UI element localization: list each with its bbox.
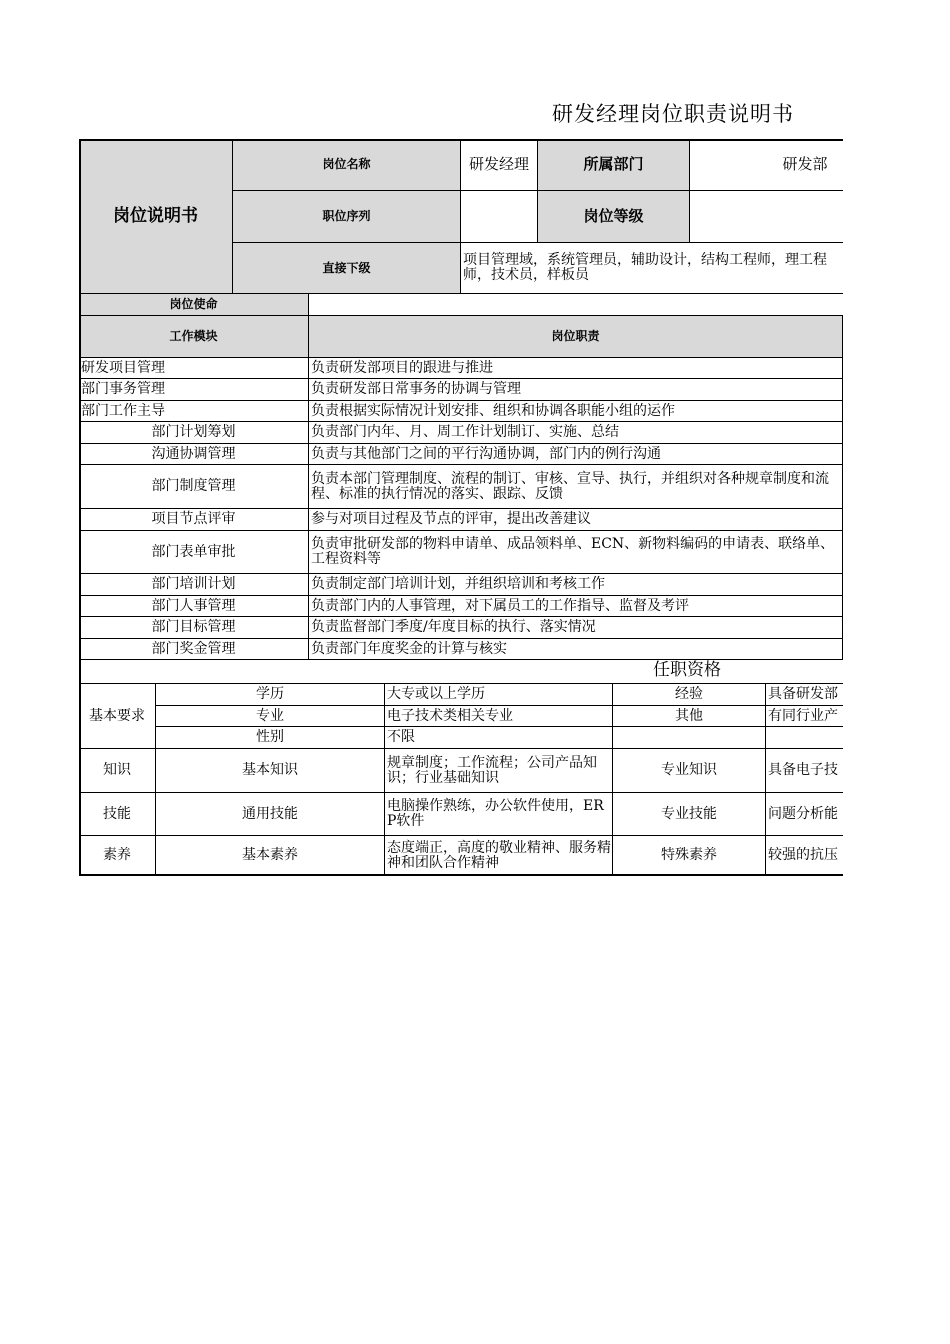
- skill-label: 技能: [79, 793, 156, 836]
- job-description-sheet: [79, 139, 843, 876]
- empty-cell: [613, 727, 766, 749]
- basic-requirements-label: 基本要求: [79, 684, 156, 749]
- quality-label: 素养: [79, 836, 156, 876]
- duty-module-cell: 部门计划筹划: [79, 422, 309, 444]
- subordinates-label: 直接下级: [233, 243, 461, 294]
- education-label: 学历: [156, 684, 385, 706]
- basic-quality-value: 态度端正，高度的敬业精神、服务精神和团队合作精神: [385, 836, 613, 876]
- department-label: 所属部门: [538, 139, 690, 191]
- duty-module-cell: 部门事务管理: [79, 379, 309, 401]
- department-value: 研发部: [690, 139, 843, 191]
- pro-skill-value: 问题分析能: [766, 793, 843, 836]
- duty-module-cell: 部门制度管理: [79, 465, 309, 509]
- basic-quality-label: 基本素养: [156, 836, 385, 876]
- position-name-value: 研发经理: [461, 139, 538, 191]
- grade-label: 岗位等级: [538, 191, 690, 243]
- sequence-value: [461, 191, 538, 243]
- general-skill-label: 通用技能: [156, 793, 385, 836]
- duty-text-cell: 负责部门内年、月、周工作计划制订、实施、总结: [309, 422, 843, 444]
- duty-module-cell: 部门表单审批: [79, 531, 309, 574]
- grade-value: [690, 191, 843, 243]
- duty-text-cell: 负责审批研发部的物料申请单、成品领料单、ECN、新物料编码的申请表、联络单、工程资料等: [309, 531, 843, 574]
- basic-knowledge-value: 规章制度；工作流程；公司产品知识；行业基础知识: [385, 749, 613, 793]
- duty-text-cell: 负责部门年度奖金的计算与核实: [309, 639, 843, 660]
- duty-module-cell: 沟通协调管理: [79, 444, 309, 465]
- major-value: 电子技术类相关专业: [385, 706, 613, 727]
- knowledge-label: 知识: [79, 749, 156, 793]
- duty-text-cell: 负责研发部日常事务的协调与管理: [309, 379, 843, 401]
- other-label: 其他: [613, 706, 766, 727]
- module-header: 工作模块: [79, 316, 309, 358]
- duty-text-cell: 负责部门内的人事管理，对下属员工的工作指导、监督及考评: [309, 596, 843, 617]
- doc-label-cell: 岗位说明书: [79, 139, 233, 294]
- duty-module-cell: 部门人事管理: [79, 596, 309, 617]
- duty-module-cell: 部门奖金管理: [79, 639, 309, 660]
- duty-text-cell: 负责研发部项目的跟进与推进: [309, 358, 843, 379]
- qualifications-title-row: [79, 660, 843, 684]
- subordinates-value: 项目管理域，系统管理员，辅助设计，结构工程师，理工程师，技术员，样板员: [461, 243, 843, 294]
- duty-module-cell: 研发项目管理: [79, 358, 309, 379]
- pro-skill-label: 专业技能: [613, 793, 766, 836]
- pro-knowledge-label: 专业知识: [613, 749, 766, 793]
- duty-text-cell: 负责制定部门培训计划，并组织培训和考核工作: [309, 574, 843, 596]
- education-value: 大专或以上学历: [385, 684, 613, 706]
- duty-text-cell: 参与对项目过程及节点的评审，提出改善建议: [309, 509, 843, 531]
- duty-text-cell: 负责本部门管理制度、流程的制订、审核、宣导、执行，并组织对各种规章制度和流程、标准的执行情况的落实、跟踪、反馈: [309, 465, 843, 509]
- duty-module-cell: 部门工作主导: [79, 401, 309, 422]
- qualifications-title: 任职资格: [653, 660, 721, 680]
- sequence-label: 职位序列: [233, 191, 461, 243]
- other-value: 有同行业产: [766, 706, 843, 727]
- major-label: 专业: [156, 706, 385, 727]
- position-name-label: 岗位名称: [233, 139, 461, 191]
- duty-text-cell: 负责监督部门季度/年度目标的执行、落实情况: [309, 617, 843, 639]
- general-skill-value: 电脑操作熟练，办公软件使用，ERP软件: [385, 793, 613, 836]
- duty-module-cell: 部门目标管理: [79, 617, 309, 639]
- basic-knowledge-label: 基本知识: [156, 749, 385, 793]
- experience-label: 经验: [613, 684, 766, 706]
- gender-label: 性别: [156, 727, 385, 749]
- duty-text-cell: 负责根据实际情况计划安排、组织和协调各职能小组的运作: [309, 401, 843, 422]
- document-title: 研发经理岗位职责说明书: [552, 102, 794, 126]
- duty-module-cell: 部门培训计划: [79, 574, 309, 596]
- special-quality-label: 特殊素养: [613, 836, 766, 876]
- mission-value: [309, 294, 843, 316]
- duty-text-cell: 负责与其他部门之间的平行沟通协调，部门内的例行沟通: [309, 444, 843, 465]
- gender-value: 不限: [385, 727, 613, 749]
- experience-value: 具备研发部: [766, 684, 843, 706]
- special-quality-value: 较强的抗压: [766, 836, 843, 876]
- empty-cell: [766, 727, 843, 749]
- mission-label: 岗位使命: [79, 294, 309, 316]
- duty-header: 岗位职责: [309, 316, 843, 358]
- pro-knowledge-value: 具备电子技: [766, 749, 843, 793]
- duty-module-cell: 项目节点评审: [79, 509, 309, 531]
